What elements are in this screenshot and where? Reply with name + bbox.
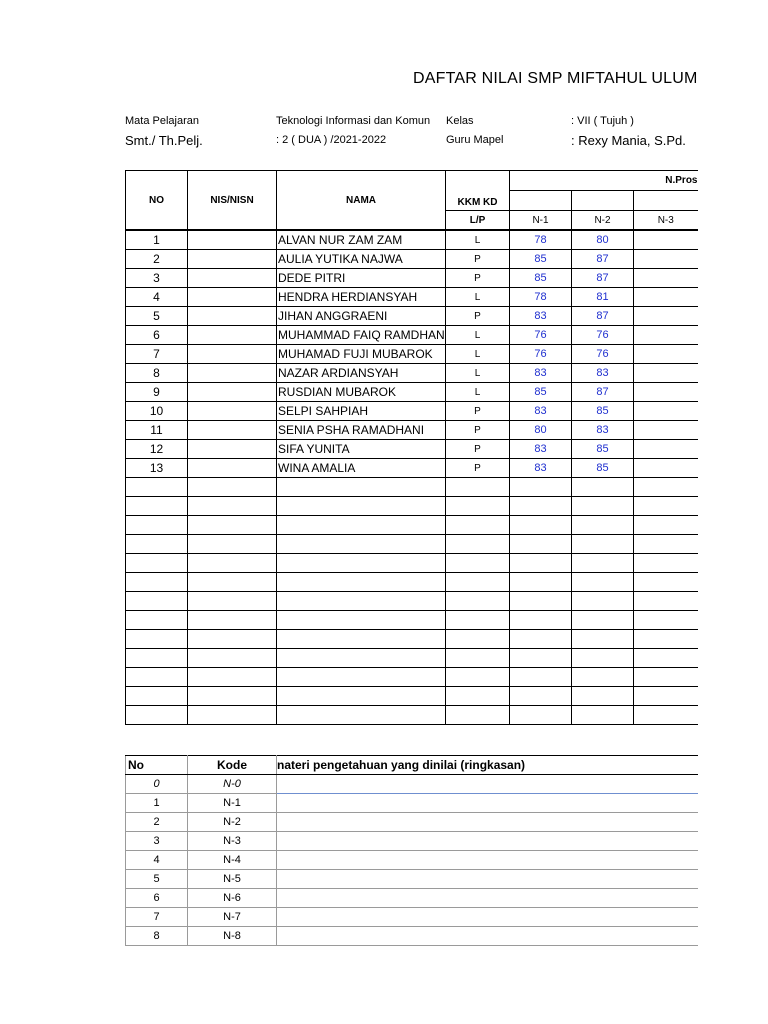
code-row [126,832,698,851]
cell-n3 [634,230,698,250]
cell-nama [277,649,446,668]
cell-n2: 83 [572,421,634,440]
code-row [126,908,698,927]
cell-no [126,649,188,668]
code-row [126,927,698,946]
cell-lp: L [446,326,510,345]
cell-lp [446,535,510,554]
code-cell-no: 0 [126,775,188,794]
table-row [126,459,698,478]
cell-nis [188,630,277,649]
cell-no: 6 [126,326,188,345]
cell-nis [188,421,277,440]
cell-nis [188,516,277,535]
mapel-value: Teknologi Informasi dan Komun [276,115,431,127]
cell-no: 12 [126,440,188,459]
cell-n1: 83 [510,402,572,421]
cell-n3 [634,535,698,554]
cell-n1: 83 [510,307,572,326]
guru-label: Guru Mapel [446,134,504,146]
header-sub-2 [572,191,634,211]
cell-nama: DEDE PITRI [277,269,446,288]
code-cell-no: 2 [126,813,188,832]
header-no: NO [126,171,188,231]
cell-nama: JIHAN ANGGRAENI [277,307,446,326]
cell-no [126,554,188,573]
cell-n3 [634,345,698,364]
cell-lp [446,687,510,706]
cell-lp [446,611,510,630]
code-row [126,775,698,794]
cell-n3 [634,421,698,440]
cell-n2 [572,516,634,535]
cell-n1: 78 [510,288,572,307]
code-cell-no: 6 [126,889,188,908]
cell-n2 [572,478,634,497]
code-cell-no: 3 [126,832,188,851]
cell-n3 [634,668,698,687]
code-row [126,889,698,908]
cell-nama: MUHAMMAD FAIQ RAMDHAN [277,326,446,345]
cell-n3 [634,288,698,307]
cell-n3 [634,630,698,649]
cell-lp: L [446,383,510,402]
cell-n2 [572,706,634,725]
cell-lp [446,554,510,573]
cell-n3 [634,497,698,516]
cell-no: 11 [126,421,188,440]
cell-n2 [572,630,634,649]
cell-lp: P [446,421,510,440]
cell-n3 [634,250,698,269]
cell-n2 [572,687,634,706]
code-cell-materi[interactable] [277,889,698,908]
cell-n1: 83 [510,459,572,478]
table-row [126,402,698,421]
cell-no [126,668,188,687]
cell-n1: 76 [510,326,572,345]
code-cell-kode: N-0 [188,775,277,794]
cell-no: 7 [126,345,188,364]
cell-no: 10 [126,402,188,421]
cell-n1 [510,516,572,535]
table-row [126,611,698,630]
table-row [126,649,698,668]
code-cell-materi[interactable] [277,813,698,832]
table-row [126,230,698,250]
header-lp: L/P [446,211,510,231]
cell-n2: 76 [572,326,634,345]
cell-n3 [634,364,698,383]
cell-lp [446,497,510,516]
code-cell-no: 4 [126,851,188,870]
code-cell-no: 8 [126,927,188,946]
cell-n1 [510,668,572,687]
cell-n1 [510,554,572,573]
cell-n1: 76 [510,345,572,364]
cell-lp: L [446,345,510,364]
code-cell-kode: N-5 [188,870,277,889]
cell-nis [188,706,277,725]
cell-n2: 83 [572,364,634,383]
cell-nis [188,345,277,364]
cell-nama [277,478,446,497]
cell-no [126,611,188,630]
cell-lp: L [446,288,510,307]
cell-nama [277,706,446,725]
cell-n2 [572,554,634,573]
code-row [126,813,698,832]
code-cell-kode: N-4 [188,851,277,870]
table-row [126,345,698,364]
guru-value: : Rexy Mania, S.Pd. [571,133,686,148]
cell-no [126,706,188,725]
cell-lp [446,649,510,668]
cell-n1: 85 [510,269,572,288]
cell-nis [188,288,277,307]
cell-n1 [510,592,572,611]
cell-nis [188,687,277,706]
cell-no [126,630,188,649]
kelas-value: : VII ( Tujuh ) [571,115,634,127]
table-row [126,478,698,497]
cell-nis [188,611,277,630]
cell-n1 [510,535,572,554]
table-row [126,288,698,307]
cell-n3 [634,326,698,345]
cell-no [126,573,188,592]
cell-no: 9 [126,383,188,402]
cell-n2: 85 [572,459,634,478]
cell-lp: P [446,402,510,421]
cell-n1 [510,573,572,592]
cell-lp [446,478,510,497]
cell-n2: 80 [572,230,634,250]
cell-lp: P [446,250,510,269]
cell-no [126,687,188,706]
codes-header-kode: Kode [188,756,277,775]
table-row [126,706,698,725]
cell-nama [277,630,446,649]
table-row [126,326,698,345]
cell-no [126,535,188,554]
cell-lp: P [446,307,510,326]
header-n3: N-3 [634,211,698,231]
code-cell-materi[interactable] [277,908,698,927]
cell-n1 [510,497,572,516]
cell-nis [188,497,277,516]
cell-nis [188,230,277,250]
codes-header-no: No [126,756,188,775]
header-sub-1 [510,191,572,211]
cell-n3 [634,687,698,706]
cell-n3 [634,706,698,725]
code-cell-kode: N-3 [188,832,277,851]
table-row [126,364,698,383]
code-cell-kode: N-7 [188,908,277,927]
cell-n3 [634,402,698,421]
cell-n3 [634,516,698,535]
cell-no: 8 [126,364,188,383]
kelas-label: Kelas [446,115,474,127]
table-row [126,440,698,459]
semester-value: : 2 ( DUA ) /2021-2022 [276,134,387,146]
cell-no: 4 [126,288,188,307]
table-row [126,573,698,592]
cell-n1 [510,687,572,706]
cell-nama: SELPI SAHPIAH [277,402,446,421]
cell-n2 [572,592,634,611]
cell-nama [277,592,446,611]
cell-no: 13 [126,459,188,478]
cell-n1: 83 [510,364,572,383]
cell-lp [446,668,510,687]
cell-n2: 87 [572,250,634,269]
header-n1: N-1 [510,211,572,231]
grades-table [125,170,698,725]
cell-nama: ALVAN NUR ZAM ZAM [277,230,446,250]
cell-lp: P [446,459,510,478]
table-row [126,687,698,706]
cell-n2: 76 [572,345,634,364]
cell-n3 [634,573,698,592]
table-row [126,630,698,649]
cell-nama: AULIA YUTIKA NAJWA [277,250,446,269]
code-cell-kode: N-1 [188,794,277,813]
cell-nis [188,554,277,573]
code-cell-no: 1 [126,794,188,813]
cell-n3 [634,554,698,573]
cell-no: 2 [126,250,188,269]
cell-nama: MUHAMAD FUJI MUBAROK [277,345,446,364]
cell-n1 [510,630,572,649]
cell-n3 [634,478,698,497]
codes-header-materi: nateri pengetahuan yang dinilai (ringkasan) [277,756,698,775]
page-title: DAFTAR NILAI SMP MIFTAHUL ULUM [413,70,698,87]
cell-n1: 85 [510,383,572,402]
cell-n2: 81 [572,288,634,307]
table-row [126,421,698,440]
cell-n2: 85 [572,440,634,459]
code-cell-materi[interactable] [277,851,698,870]
cell-n3 [634,440,698,459]
table-row [126,383,698,402]
table-row [126,250,698,269]
cell-lp [446,516,510,535]
cell-n3 [634,592,698,611]
code-cell-materi[interactable] [277,927,698,946]
cell-n1: 80 [510,421,572,440]
table-row [126,497,698,516]
cell-no: 1 [126,230,188,250]
cell-lp [446,706,510,725]
code-cell-kode: N-8 [188,927,277,946]
cell-n1 [510,706,572,725]
cell-nama [277,516,446,535]
cell-nama: SENIA PSHA RAMADHANI [277,421,446,440]
cell-n3 [634,611,698,630]
header-nproses: N.Pros [510,171,698,191]
code-row [126,870,698,889]
mapel-label: Mata Pelajaran [125,115,199,127]
cell-n2: 87 [572,307,634,326]
cell-no [126,516,188,535]
code-cell-kode: N-2 [188,813,277,832]
header-sub-3 [634,191,698,211]
header-nis: NIS/NISN [188,171,277,231]
cell-nama: SIFA YUNITA [277,440,446,459]
cell-n3 [634,307,698,326]
code-cell-materi[interactable] [277,832,698,851]
cell-nis [188,440,277,459]
cell-nama: WINA AMALIA [277,459,446,478]
cell-nis [188,269,277,288]
cell-n2: 87 [572,383,634,402]
cell-n3 [634,269,698,288]
cell-nis [188,573,277,592]
cell-lp [446,592,510,611]
cell-no [126,592,188,611]
cell-lp: L [446,230,510,250]
cell-lp [446,573,510,592]
cell-n1 [510,611,572,630]
table-row [126,554,698,573]
header-n2: N-2 [572,211,634,231]
cell-n1 [510,649,572,668]
code-cell-materi[interactable] [277,870,698,889]
table-row [126,668,698,687]
code-row [126,851,698,870]
semester-label: Smt./ Th.Pelj. [125,133,203,148]
cell-nama [277,687,446,706]
cell-no [126,478,188,497]
cell-nis [188,250,277,269]
cell-n2 [572,573,634,592]
cell-n3 [634,459,698,478]
cell-n2 [572,649,634,668]
code-cell-materi[interactable] [277,775,698,794]
table-row [126,535,698,554]
cell-lp: L [446,364,510,383]
cell-nama: NAZAR ARDIANSYAH [277,364,446,383]
cell-n2 [572,497,634,516]
cell-nis [188,478,277,497]
cell-nis [188,402,277,421]
cell-n1: 85 [510,250,572,269]
header-nama: NAMA [277,171,446,231]
code-cell-no: 5 [126,870,188,889]
cell-nama: HENDRA HERDIANSYAH [277,288,446,307]
cell-nama [277,554,446,573]
table-row [126,307,698,326]
code-cell-no: 7 [126,908,188,927]
cell-n2 [572,611,634,630]
header-kkm: KKM KD [446,171,510,211]
cell-nama: RUSDIAN MUBAROK [277,383,446,402]
cell-n1: 78 [510,230,572,250]
cell-n1: 83 [510,440,572,459]
cell-nama [277,535,446,554]
cell-no: 3 [126,269,188,288]
code-cell-materi[interactable] [277,794,698,813]
cell-nis [188,649,277,668]
cell-nama [277,668,446,687]
cell-nis [188,535,277,554]
cell-n2 [572,668,634,687]
cell-nama [277,497,446,516]
cell-nis [188,364,277,383]
cell-n2: 87 [572,269,634,288]
cell-nis [188,668,277,687]
cell-nis [188,592,277,611]
table-row [126,269,698,288]
cell-nama [277,573,446,592]
codes-table [125,755,698,946]
cell-n3 [634,383,698,402]
cell-n2 [572,535,634,554]
cell-nis [188,459,277,478]
cell-lp: P [446,440,510,459]
cell-n2: 85 [572,402,634,421]
cell-no [126,497,188,516]
cell-nis [188,326,277,345]
table-row [126,592,698,611]
cell-nis [188,383,277,402]
cell-no: 5 [126,307,188,326]
cell-nis [188,307,277,326]
cell-n3 [634,649,698,668]
cell-nama [277,611,446,630]
code-cell-kode: N-6 [188,889,277,908]
cell-n1 [510,478,572,497]
table-row [126,516,698,535]
cell-lp: P [446,269,510,288]
cell-lp [446,630,510,649]
code-row [126,794,698,813]
